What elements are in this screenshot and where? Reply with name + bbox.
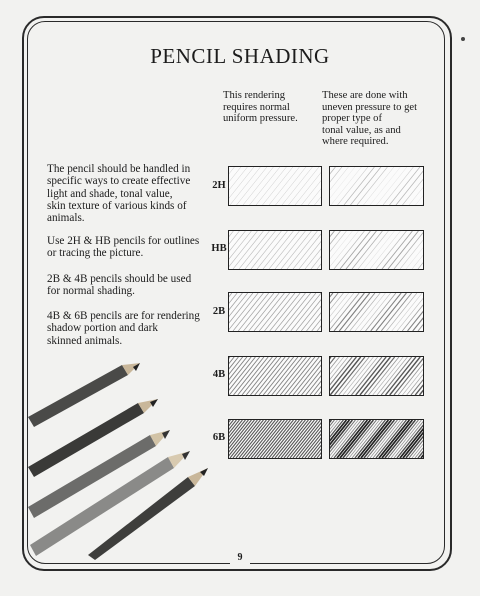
paragraph-normal-shading: 2B & 4B pencils should be used for normal shading. <box>47 273 192 298</box>
hatch-stroke <box>269 231 299 269</box>
hatch-stroke <box>330 293 333 331</box>
hatch-stroke <box>376 231 406 269</box>
hatch-stroke <box>229 293 232 331</box>
hatch-stroke <box>364 167 394 205</box>
hatch-stroke <box>357 167 387 205</box>
hatch-stroke <box>302 167 322 205</box>
hatch-stroke <box>338 167 368 205</box>
swatch-uneven-2h <box>329 166 424 206</box>
grade-label-4b: 4B <box>212 369 226 380</box>
hatch-stroke <box>390 167 420 205</box>
hatch-stroke <box>263 167 293 205</box>
hatch-stroke <box>269 167 299 205</box>
hatch-stroke <box>346 231 376 269</box>
swatch-uniform-2h <box>228 166 322 206</box>
page-title: PENCIL SHADING <box>150 44 330 68</box>
hatch-stroke <box>287 231 317 269</box>
hatch-stroke <box>229 293 248 331</box>
hatch-stroke <box>396 167 423 205</box>
hatch-stroke <box>315 167 322 205</box>
hatch-stroke <box>251 231 281 269</box>
hatch-stroke <box>275 231 305 269</box>
hatch-stroke <box>250 167 280 205</box>
hatch-stroke <box>229 167 241 205</box>
hatch-stroke <box>281 231 311 269</box>
paragraph-dark-shading: 4B & 6B pencils are for rendering shadow portion and dark skinned animals. <box>47 310 200 347</box>
hatching <box>330 420 423 458</box>
swatch-uneven-hb <box>329 230 424 270</box>
hatch-stroke <box>229 167 234 205</box>
hatch-stroke <box>263 231 293 269</box>
hatch-stroke <box>411 357 423 395</box>
hatch-stroke <box>394 231 423 269</box>
hatch-stroke <box>408 293 424 331</box>
hatch-stroke <box>364 231 394 269</box>
hatch-stroke <box>331 167 361 205</box>
hatch-stroke <box>314 357 321 395</box>
hatch-stroke <box>388 231 418 269</box>
corner-dot <box>461 37 465 41</box>
hatch-stroke <box>377 167 407 205</box>
hatch-stroke <box>351 167 381 205</box>
hatch-stroke <box>330 167 355 205</box>
swatch-uneven-2b <box>329 292 424 332</box>
hatch-stroke <box>406 231 423 269</box>
hatch-stroke <box>330 293 343 331</box>
hatch-stroke <box>297 357 321 395</box>
hatch-stroke <box>245 231 275 269</box>
hatch-stroke <box>358 231 388 269</box>
hatch-stroke <box>229 167 254 205</box>
hatching <box>330 293 423 331</box>
hatch-stroke <box>418 231 423 269</box>
hatch-stroke <box>296 293 321 331</box>
swatch-uneven-6b <box>329 419 424 459</box>
hatch-stroke <box>344 167 374 205</box>
hatching <box>330 167 423 205</box>
grade-label-hb: HB <box>211 243 227 254</box>
hatch-stroke <box>233 231 263 269</box>
hatch-stroke <box>340 231 370 269</box>
page-number: 9 <box>230 551 250 565</box>
hatch-stroke <box>370 231 400 269</box>
hatch-stroke <box>383 167 413 205</box>
hatch-stroke <box>330 293 338 331</box>
hatch-stroke <box>289 167 319 205</box>
hatching <box>229 167 321 205</box>
hatch-stroke <box>229 293 237 331</box>
hatch-stroke <box>229 293 242 331</box>
hatch-stroke <box>330 167 335 205</box>
hatching <box>229 293 321 331</box>
hatch-stroke <box>370 167 400 205</box>
hatch-stroke <box>397 293 423 331</box>
grade-label-6b: 6B <box>212 432 226 443</box>
grade-label-2b: 2B <box>212 306 226 317</box>
hatch-stroke <box>243 167 273 205</box>
swatch-uneven-4b <box>329 356 424 396</box>
swatch-uniform-2b <box>228 292 322 332</box>
hatch-stroke <box>317 293 321 331</box>
hatch-stroke <box>330 167 348 205</box>
paragraph-handling: The pencil should be handled in specific ways to create effective light and shade, tonal value, skin texture of various kinds of animals. <box>47 163 191 225</box>
hatching <box>330 357 423 395</box>
paragraph-outlines: Use 2H & HB pencils for outlines or tracing the picture. <box>47 235 200 260</box>
hatch-stroke <box>256 167 286 205</box>
hatch-stroke <box>257 231 287 269</box>
hatching <box>229 231 321 269</box>
hatch-stroke <box>230 167 260 205</box>
header-normal-pressure: This rendering requires normal uniform pressure. <box>223 90 298 124</box>
grade-label-2h: 2H <box>212 180 226 191</box>
hatch-stroke <box>282 167 312 205</box>
hatch-stroke <box>352 231 382 269</box>
hatch-stroke <box>276 167 306 205</box>
hatch-stroke <box>229 167 247 205</box>
swatch-uniform-hb <box>228 230 322 270</box>
hatch-stroke <box>382 231 412 269</box>
hatch-stroke <box>330 167 342 205</box>
hatch-stroke <box>307 293 322 331</box>
header-uneven-pressure: These are done with uneven pressure to get proper type of tonal value, as and where required. <box>322 90 418 147</box>
hatch-stroke <box>334 231 364 269</box>
hatch-stroke <box>237 167 267 205</box>
hatching <box>330 231 423 269</box>
hatch-stroke <box>330 231 334 269</box>
pencils-illustration <box>28 355 243 560</box>
hatch-stroke <box>239 231 269 269</box>
